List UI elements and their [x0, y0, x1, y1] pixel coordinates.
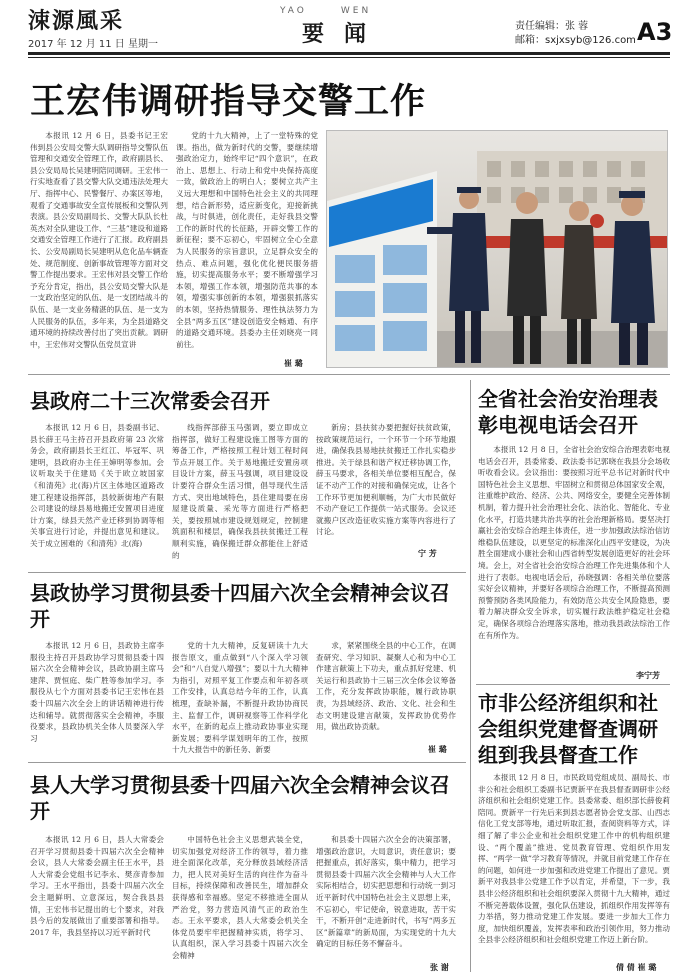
headline-article-2: 县政府二十三次常委会召开 [30, 389, 270, 413]
section-label-en: YAO WEN [280, 6, 372, 16]
editor-name: 责任编辑：张 蓉 [515, 21, 589, 32]
divider [28, 374, 670, 375]
article-3-byline: 崔 璐 [428, 744, 447, 754]
article-3-col-1: 本报讯 12 月 6 日，县政协主席李服役主持召开县政协学习贯彻县委十四届六次全会精神会议，县政协副主席马建萍、贾恒庭、柴广胜等参加学习。李服役从七个方面对县委书记王宏伟在县委十四届六次全会上的讲话精神进行传达和辅导。就贯彻落实全会精神，李服役要求，县政协机关全体人员要深入学习 [30, 641, 164, 743]
article-3-col-3: 求，紧紧围绕全县的中心工作，在调查研究、学习知识、凝聚人心和为中心工作建言献策上下功夫，重点抓好党建、机关运行和县政协十三届三次全体会议筹备工作，充分发挥政协职能，履行政协职责，为县域经济、政治、文化、社会和生态文明建设建言献策，发挥政协优势作用，做出政协贡献。 [316, 641, 456, 732]
divider [476, 684, 670, 685]
article-5-body: 本报讯 12 月 8 日，全省社会治安综合治理表彰电视电话会召开，县委常委、政法委书记郭晓在我县分会场收听收看会议。会议指出：要按照习近平总书记对新时代中国特色社会主义思想、牢固树立和贯彻总体国家安全观，注重维护政治、经济、公共、网络安全，要健全完善体制机制，着力提升社会治理社会化、法治化、智能化、专业化水平，打造共建共治共享的社会治理新格局。要坚决打赢社会治安综合治理主体责任，进一步加强政法综治信访维稳队伍建设，以更坚定的标准深化山西平安建设，为决胜全面建成小康社会和山西省转型发展创造更好的社会环境。会上，对全省社会治安综合治理工作先进集体和个人进行了表彰。电视电话会后，孙晓强调：各相关单位要落实好会议精神，并要好各项综合治理工作，不断提高预测预警预防各类风险能力，有效防范公共安全风险隐患，要着力解决群众安全诉求，切实履行政法维护稳定社会稳定，确保各项综合治理落实落地，推动我县政法综治工作在有所作为。 [478, 445, 670, 640]
article-5-byline: 李宁芳 [636, 670, 660, 680]
editor-email: 邮箱：sxjxsyb@126.com [515, 35, 636, 46]
divider [28, 762, 466, 763]
headline-article-5: 全省社会治安治理表彰电视电话会召开 [478, 387, 658, 437]
article-4-col-2: 中国特色社会主义思想武装全党，切实加强党对经济工作的领导，着力推进全面深化改革，充分释放县域经济活力，把人民对美好生活的向往作为奋斗目标，持续保障和改善民生，增加群众获得感和幸福感。坚定不移推进全面从严治党，努力营造风清气正的政治生态。王永平要求，县人大常委会机关全体党员要牢牢把握精神实质，将学习、认真组织，深入学习县委十四届六次全会精神 [172, 835, 308, 960]
headline-article-4: 县人大学习贯彻县委十四届六次全会精神会议召开 [30, 773, 450, 823]
article-6-byline: 倩 倩 崔 璐 [616, 962, 657, 972]
article-1-byline: 崔 璐 [284, 358, 303, 368]
article-4-col-3: 和县委十四届六次全会的决策部署，增强政治意识，大局意识，责任意识；要把握重点，抓好落实，集中精力，把学习贯彻县委十四届六次全会精神与人大工作实际相结合，切实把思想和行动统一到习近平新时代中国特色社会主义思想上来，不忘初心，牢记使命，锐意进取，苦干实干，不断开创“走进新时代，书写“两多五区”新篇章”的新局面，为实现党的十九大确定的目标任务不懈奋斗。 [316, 835, 456, 949]
headline-main: 王宏伟调研指导交警工作 [30, 82, 427, 122]
masthead [0, 0, 700, 52]
paper-name: 涑源風采 [28, 8, 125, 34]
article-2-byline: 宁 芳 [418, 548, 437, 558]
headline-article-3: 县政协学习贯彻县委十四届六次全会精神会议召开 [30, 581, 450, 631]
masthead-rule-thin [28, 57, 670, 58]
page-number: A3 [637, 18, 673, 46]
article-1-col-2: 党的十九大精神，上了一堂特殊的党课。指出，做为新时代的交警，要继续增强政治定力，始终牢记“四个意识”，在政治上、思想上、行动上和党中央保持高度一致，做政治上的明白人；要树立共产主义远大理想和中国特色社会主义的共同理想，结合新形势，适应新变化，迎接新挑战，与时俱进，创化责任，走好我县交警工作的新时代的长征路，开辟交警工作的新征程；要不忘初心，牢固树立全心全意为人民服务的宗旨意识，立足群众安全的热点、难点问题，强化优化便民服务措施，切实提高服务水平；要不断增强学习本领，增强工作本领，增强防范共事的本领，增强实事创新的本领，增强狠抓落实的本领，坚持热情服务、理性执法努力为全县“两多五区”建设创造安全畅通、有序的道路交通环境。县委办主任刘晓亮一同前往。 [176, 131, 318, 349]
section-label: 要闻 [302, 21, 387, 47]
article-6-body: 本报讯 12 月 8 日，市民政局党组成员、副局长、市非公和社会组织工委副书记贾新平在我县督查调研非公经济组织和社会组织党建工作。县委常委、组织部长薛俊莉陪同。贾新平一行先后来到县志愿者协会党支部、山西志信化工党支部等地，通过听取汇报，查阅资料等方式，详细了解了非公企业和社会组织党建工作中的机构组织建设、“两个覆盖”推进、党员教育管理、党组织作用发挥、“两学一做”学习教育等情况，并就目前党建工作存在的问题，如何进一步加强和改进党建工作提出了意见。贾新平对我县非公党建工作予以肯定，并希望，下一步，我县非公经济组织和社会组织要深入贯彻十九大精神，通过不断完善载体设置，强化队伍建设，抓组织作用发挥等有力举措，努力推动党建工作发展。要进一步加大工作力度，加快组织覆盖，发挥表率和政治引领作用，努力推动全县非公经济组织和社会组织党建工作迈上新台阶。 [478, 773, 670, 945]
column-divider [470, 380, 471, 972]
article-3-col-2: 党的十九大精神，反复研读十九大报告原文，重点做到“八个深入学习领会”和“八自觉八增强”；要以十九大精神为指引，对照平复工作要点和年初各项工作安排，认真总结今年的工作，认真梳理，查缺补漏，不断提升政协协商民主、监督工作，调研视察等工作科学化水平，在新的起点上推动政协事业实现新发展；要科学谋划明年的工作，按照十九大报告中的新任务、新要 [172, 641, 308, 755]
headline-article-6: 市非公经济组织和社会组织党建督查调研组到我县督查工作 [478, 691, 658, 767]
article-2-col-1: 本报讯 12 月 6 日，县委副书记、县长薛王马主持召开县政府第 23 次常务会，政府副县长王红江、毕冠军、巩建明，县政府办主任王婶明等参加。会议听取关于住建局《关于欧立坡国家《和清苑》北(海)片区主体地区道路改建工程建设指挥部，县较新街地产有限公司建设的绿县易地搬迁安置项目进度计方案，绿县天然产业迁移到协调等相关事宜进行讨论，并提出意见和建议。关于成立困难的《和清苑》北(海) [30, 423, 164, 548]
editor-info [515, 20, 636, 48]
divider [28, 572, 466, 573]
news-photo [326, 130, 668, 368]
article-2-col-3: 新房；县扶贫办要把握好扶贫政策，按政策规范运行，一个环节一个环节地跟进，确保我县易地扶贫搬迁工作扎实稳步推进。关于绿县和谐产权迁移协调工作，薛玉马要求，各相关单位要相互配合，保证不动产工作的对接和确保完成，让各个工作环节更加便利顺畅，为广大市民做好不动产登记工作提供一站式服务。会议还就搬户区改造征收实施方案等内容进行了讨论。 [316, 423, 456, 537]
article-1-col-1: 本报讯 12 月 6 日，县委书记王宏伟到县公安局交警大队调研指导交警队伍管理和交通安全管理工作，政府副县长、县公安局局长吴建明陪同调研。王宏伟一行实地查看了县交警大队交通违法处理大厅、指挥中心、民警餐厅、办案区等地，观看了交通事故安全宣传展板和交警队列表演。县公安局副局长、交警大队队长杜英杰对全队建设工作、“三基”建设和道路交通安全管理工作进行了汇报。政府副县长、公安局副局长吴建明从危化品车辆查处、规范制度、创新事故管理等方面对交警工作提出要求。王宏伟对县交警工作给予充分肯定，指出，县公安局交警大队是一支政治坚定的队伍、是一支团结战斗的队伍、是一支业务精湛的队伍、是一支为人民服务的队伍，多年来，为全县道路交通环境的持续改善付出了突出贡献。调研中，王宏伟对交警队伍党员宣讲 [30, 131, 168, 349]
article-2-col-2: 线指挥部薛玉马强调，要立即成立指挥部，做好工程建设施工图等方面的筹备工作，严格按照工程计划工程时间节点开展工作。关于易地搬迁安置房项目设计方案，薛玉马强调，项目建设设计要符合群众生活习惯，倡导现代生活方式、突出地域特色，县住建局要在房屋建设质量、采光等方面进行严格把关，要按照城市建设规划规定，控制建筑面积和楼层，确保我县扶贫搬迁工程顺利实施，确保搬迁群众都能住上舒适的 [172, 423, 308, 560]
masthead-rule [28, 52, 670, 55]
photo-scene [327, 131, 668, 368]
issue-date: 2017 年 12 月 11 日 星期一 [28, 39, 158, 50]
article-4-col-1: 本报讯 12 月 6 日，县人大常委会召开学习贯彻县委十四届六次全会精神会议，县人大常委会副主任王水平，县人大常委会党组书记李永、樊彦青参加学习。王水平指出，县委十四届六次全会主题鲜明、立意深远，契合我县县情，王宏伟书记提出的七个要求，对我县今后的发展做出了重要部署和指导。2017 年，我县坚持以习近平新时代 [30, 835, 164, 937]
article-4-byline: 张 谢 [430, 962, 449, 972]
